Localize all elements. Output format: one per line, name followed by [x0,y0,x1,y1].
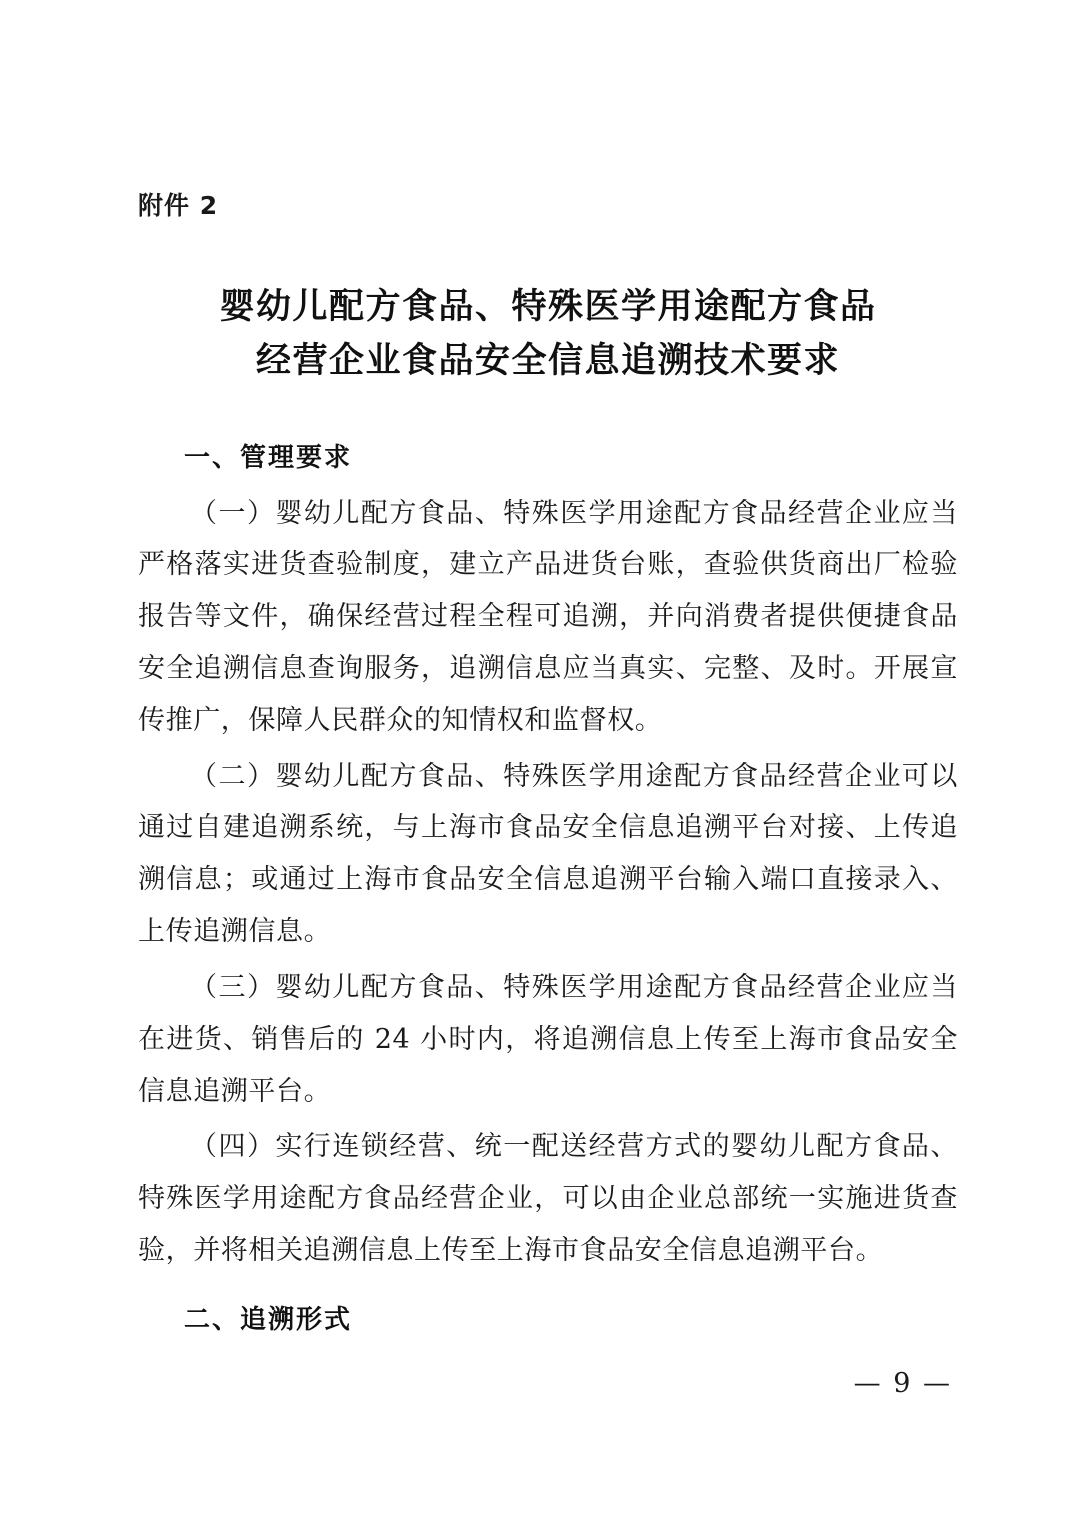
page-title [138,280,958,389]
paragraph-item-4: （四）实行连锁经营、统一配送经营方式的婴幼儿配方食品、特殊医学用途配方食品经营企业，可以由企业总部统一实施进货查验，并将相关追溯信息上传至上海市食品安全信息追溯平台。 [138,1131,958,1267]
section-heading-management-requirements: 一、管理要求 [184,442,353,473]
paragraph-item-2: （二）婴幼儿配方食品、特殊医学用途配方食品经营企业可以通过自建追溯系统，与上海市食品安全信息追溯平台对接、上传追溯信息；或通过上海市食品安全信息追溯平台输入端口直接录入、上传追溯信息。 [138,760,958,948]
paragraph-item-3: （三）婴幼儿配方食品、特殊医学用途配方食品经营企业应当在进货、销售后的 24 小时内，将追溯信息上传至上海市食品安全信息追溯平台。 [138,971,958,1107]
paragraph-item-1: （一）婴幼儿配方食品、特殊医学用途配方食品经营企业应当严格落实进货查验制度，建立产品进货台账，查验供货商出厂检验报告等文件，确保经营过程全程可追溯，并向消费者提供便捷食品安全追溯信息查询服务，追溯信息应当真实、完整、及时。开展宣传推广，保障人民群众的知情权和监督权。 [138,497,958,736]
attachment-label: 附件 2 [138,191,219,220]
page-title-line-2: 经营企业食品安全信息追溯技术要求 [255,340,840,382]
page-title-line-1: 婴幼儿配方食品、特殊医学用途配方食品 [219,286,877,327]
section-heading-traceability-form: 二、追溯形式 [184,1304,353,1335]
document-body [138,186,958,1350]
page-number: — 9 — [853,1368,952,1399]
